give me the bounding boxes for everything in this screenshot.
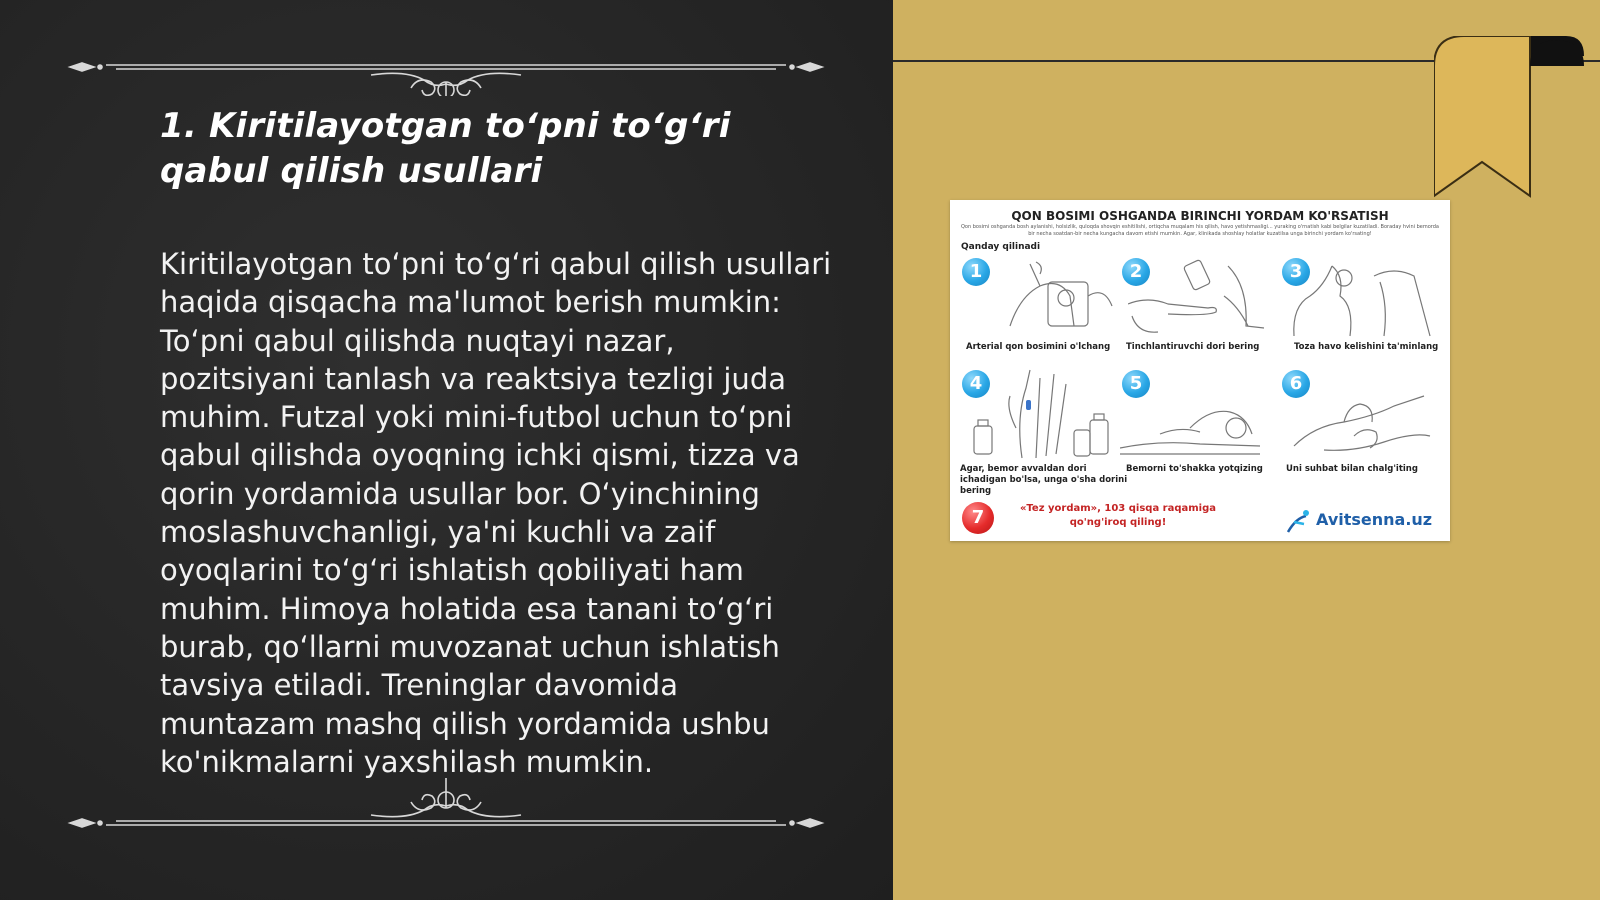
poster-title: QON BOSIMI OSHGANDA BIRINCHI YORDAM KO'RSATISH bbox=[1011, 209, 1389, 223]
first-aid-poster bbox=[950, 200, 1450, 541]
ornament-bottom-divider bbox=[66, 774, 826, 834]
step-number-badge: 4 bbox=[962, 370, 990, 398]
step-caption: Uni suhbat bilan chalg'iting bbox=[1286, 464, 1418, 474]
step-caption: Bemorni to'shakka yotqizing bbox=[1126, 464, 1263, 474]
poster-step bbox=[1280, 368, 1440, 486]
step-number-badge: 5 bbox=[1122, 370, 1150, 398]
poster-step bbox=[1120, 368, 1280, 486]
poster-step bbox=[960, 256, 1120, 374]
bookmark-ribbon-icon bbox=[1434, 36, 1584, 201]
step-caption: Agar, bemor avvaldan dori ichadigan bo'lsa, unga o'sha dorini bering bbox=[960, 464, 1128, 496]
poster-subtitle: Qon bosimi oshganda bosh aylanishi, holsizlik, quloqda shovqin eshitilishi, ortiqcha muqalam his qilish, havo yetishmasligi... yuraking o'rnatish kabi belgilar kuzatiladi. Boraday hvini bemorda bir necha soatdan-bir necha kungacha davom etishi mumkin. Agar, klinikada shoshlay holatlar kuzatilsa unga birinchi yordam ko'rsating! bbox=[961, 224, 1439, 237]
blood-pressure-cuff-icon bbox=[1000, 256, 1118, 336]
call-step-number-badge: 7 bbox=[962, 502, 994, 534]
talking-comfort-icon bbox=[1284, 376, 1434, 460]
patient-lying-down-icon bbox=[1120, 378, 1270, 460]
poster-call-text: «Tez yordam», 103 qisqa raqamiga qo'ng'iroq qiling! bbox=[1019, 503, 1217, 528]
step-number-badge: 6 bbox=[1282, 370, 1310, 398]
poster-step bbox=[1120, 256, 1280, 374]
poster-step bbox=[1280, 256, 1440, 374]
poster-logo: Avitsenna.uz bbox=[1316, 510, 1433, 529]
medicine-bottle-spoon-icon bbox=[1128, 256, 1268, 338]
step-caption: Tinchlantiruvchi dori bering bbox=[1126, 342, 1260, 352]
fresh-air-person-icon bbox=[1284, 256, 1434, 338]
poster-how-label: Qanday qilinadi bbox=[961, 242, 1041, 252]
avitsenna-logo-icon bbox=[1286, 508, 1314, 534]
step-caption: Arterial qon bosimini o'lchang bbox=[966, 342, 1111, 352]
poster-step bbox=[956, 368, 1128, 496]
step-number-badge: 3 bbox=[1282, 258, 1310, 286]
ornament-top-divider bbox=[66, 36, 826, 96]
pill-bottles-hand-icon bbox=[970, 368, 1120, 460]
step-number-badge: 2 bbox=[1122, 258, 1150, 286]
slide-body-text: Kiritilayotgan to‘pni to‘g‘ri qabul qilish usullari haqida qisqacha ma'lumot berish mumkin: To‘pni qabul qilishda nuqtayi nazar, pozitsiyani tanlash va reaktsiya tezligi juda muhim. Futzal yoki mini-futbol uchun to‘pni qabul qilishda oyoqning ichki qismi, tizza va qorin yordamida usullar bor. O‘yinchining moslashuvchanligi, ya'ni kuchli va zaif oyoqlarini to‘g‘ri ishlatish qobiliyati ham muhim. Himoya holatida esa tanani to‘g‘ri burab, qo‘llarni muvozanat uchun ishlatish tavsiya etiladi. Treninglar davomida muntazam mashq qilish yordamida ushbu ko'nikmalarni yaxshilash mumkin. bbox=[160, 247, 832, 779]
step-caption: Toza havo kelishini ta'minlang bbox=[1294, 342, 1439, 352]
slide-title: 1. Kiritilayotgan to‘pni to‘g‘ri qabul qilish usullari bbox=[160, 106, 731, 191]
step-number-badge: 1 bbox=[962, 258, 990, 286]
